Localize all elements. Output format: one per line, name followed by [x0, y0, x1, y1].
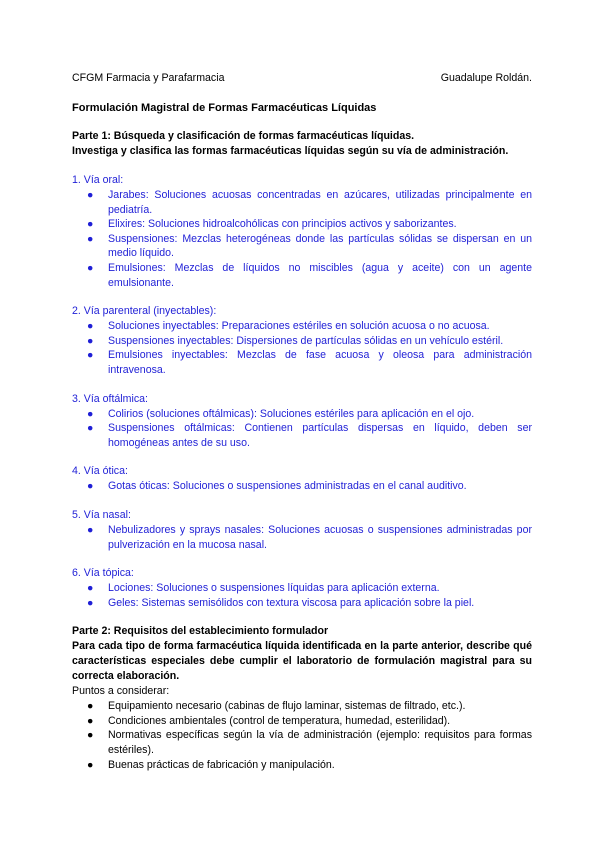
part1-block [72, 129, 532, 159]
section-topica [72, 566, 532, 610]
list-item: ● Elixires: Soluciones hidroalcohólicas con principios activos y saborizantes. [87, 218, 457, 231]
section-oftalmica [72, 392, 532, 451]
bullet-icon: ● [87, 480, 94, 493]
part2-block [72, 624, 532, 772]
bullet-icon: ● [87, 523, 94, 536]
section-title: 2. Vía parenteral (inyectables): [72, 305, 217, 318]
section-title: 4. Vía ótica: [72, 465, 128, 478]
points-list [72, 699, 532, 772]
bullet-icon: ● [87, 320, 94, 333]
bullet-icon: ● [87, 218, 94, 231]
list-item: ● Jarabes: Soluciones acuosas concentradas en azúcares, utilizadas principalmente en pediatría. [87, 189, 532, 216]
section-list [72, 188, 532, 290]
list-item: ● Gotas óticas: Soluciones o suspensiones administradas en el canal auditivo. [87, 480, 467, 493]
section-title: 1. Vía oral: [72, 174, 124, 186]
document-page [72, 64, 532, 772]
section-title: 5. Vía nasal: [72, 508, 131, 521]
list-item: ● Nebulizadores y sprays nasales: Soluciones acuosas o suspensiones administradas por pulverización en la mucosa nasal. [87, 523, 532, 551]
list-item: ● Suspensiones inyectables: Dispersiones de partículas sólidas en un vehículo estéril. [87, 334, 504, 347]
section-list [72, 581, 532, 610]
list-item: ● Emulsiones: Mezclas de líquidos no miscibles (agua y aceite) con un agente emulsionante. [87, 261, 532, 289]
list-item: ● Soluciones inyectables: Preparaciones estériles en solución acuosa o no acuosa. [87, 320, 490, 333]
list-item: ● Geles: Sistemas semisólidos con textura viscosa para aplicación sobre la piel. [87, 596, 475, 609]
list-item: ● Emulsiones inyectables: Mezclas de fase acuosa y oleosa para administración intravenosa. [87, 349, 532, 376]
document-header [72, 72, 532, 84]
part1-heading: Parte 1: Búsqueda y clasificación de formas farmacéuticas líquidas. [72, 130, 415, 142]
points-label: Puntos a considerar: [72, 685, 170, 698]
part2-instruction: Para cada tipo de forma farmacéutica líquida identificada en la parte anterior, describe qué características especiales debe cumplir el laboratorio de formulación magistral para su correcta elaboración. [72, 640, 532, 683]
bullet-icon: ● [87, 349, 94, 362]
document-title: Formulación Magistral de Formas Farmacéuticas Líquidas [72, 102, 377, 114]
list-item: ● Equipamiento necesario (cabinas de flujo laminar, sistemas de filtrado, etc.). [87, 700, 466, 713]
bullet-icon: ● [87, 407, 94, 420]
section-parenteral [72, 304, 532, 377]
part2-heading: Parte 2: Requisitos del establecimiento formulador [72, 625, 329, 638]
section-title: 6. Vía tópica: [72, 567, 134, 580]
bullet-icon: ● [87, 189, 94, 201]
bullet-icon: ● [87, 422, 94, 435]
section-list [72, 479, 532, 494]
part1-instruction: Investiga y clasifica las formas farmacéuticas líquidas según su vía de administración. [72, 145, 509, 157]
list-item: ● Colirios (soluciones oftálmicas): Soluciones estériles para aplicación en el ojo. [87, 407, 475, 420]
section-oral [72, 173, 532, 290]
bullet-icon: ● [87, 261, 94, 274]
list-item: ● Buenas prácticas de fabricación y manipulación. [87, 758, 335, 771]
bullet-icon: ● [87, 714, 94, 727]
section-list [72, 407, 532, 451]
bullet-icon: ● [87, 334, 94, 347]
bullet-icon: ● [87, 700, 94, 713]
bullet-icon: ● [87, 232, 94, 245]
list-item: ● Suspensiones oftálmicas: Contienen partículas dispersas en líquido, deben ser homogéneas antes de su uso. [87, 422, 532, 449]
bullet-icon: ● [87, 758, 94, 771]
section-list [72, 319, 532, 377]
list-item: ● Condiciones ambientales (control de temperatura, humedad, esterilidad). [87, 714, 451, 727]
author-name: Guadalupe Roldán. [440, 72, 532, 84]
section-title: 3. Vía oftálmica: [72, 392, 148, 405]
section-otica [72, 464, 532, 494]
list-item: ● Normativas específicas según la vía de administración (ejemplo: requisitos para formas estériles). [87, 729, 532, 757]
bullet-icon: ● [87, 596, 94, 609]
section-list [72, 523, 532, 552]
section-nasal [72, 508, 532, 552]
list-item: ● Lociones: Soluciones o suspensiones líquidas para aplicación externa. [87, 582, 440, 595]
bullet-icon: ● [87, 582, 94, 595]
course-name: CFGM Farmacia y Parafarmacia [72, 72, 225, 84]
bullet-icon: ● [87, 729, 94, 742]
list-item: ● Suspensiones: Mezclas heterogéneas donde las partículas sólidas se dispersan en un medio líquido. [87, 232, 532, 260]
